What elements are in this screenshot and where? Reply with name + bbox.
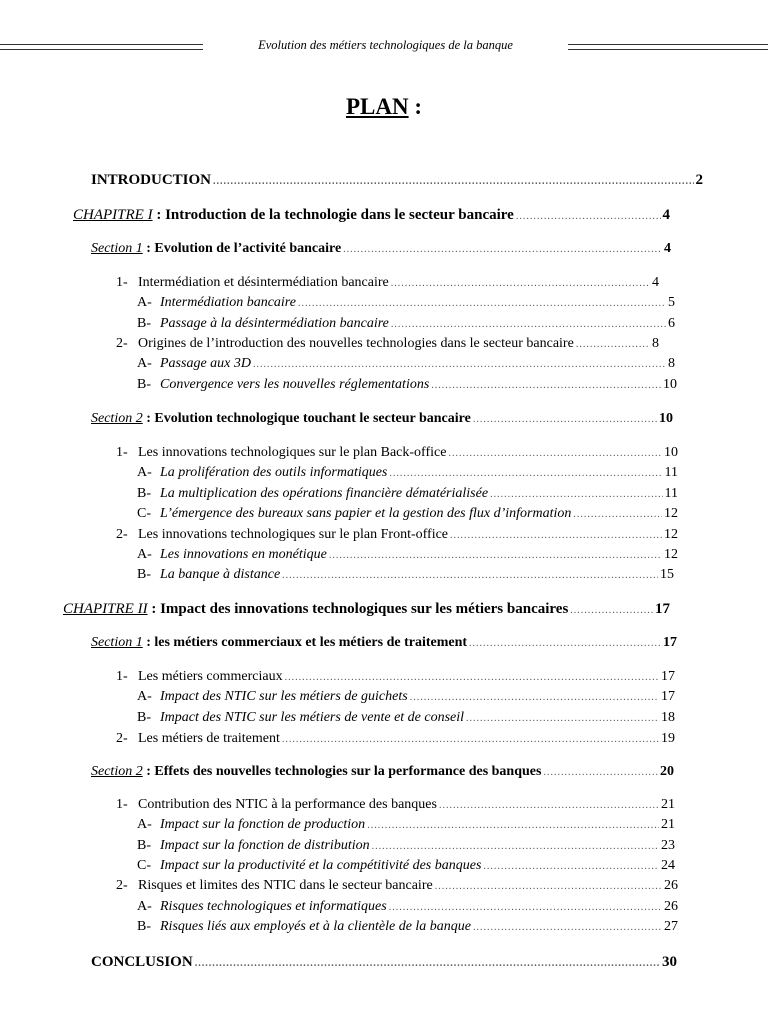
leader-dots bbox=[543, 767, 658, 778]
toc-label: : Introduction de la technologie dans le secteur bancaire bbox=[152, 207, 514, 223]
page-number: 26 bbox=[664, 878, 678, 893]
leader-dots bbox=[391, 278, 650, 289]
page-number: 23 bbox=[661, 838, 675, 853]
toc-entry[interactable] bbox=[116, 878, 678, 894]
leader-dots bbox=[435, 881, 662, 892]
toc-label: Contribution des NTIC à la performance des banques bbox=[138, 797, 437, 812]
page-title bbox=[0, 94, 768, 120]
item-number: 2- bbox=[116, 731, 128, 746]
toc-label: Les métiers commerciaux bbox=[138, 669, 283, 684]
toc-entry[interactable] bbox=[137, 547, 678, 563]
page-number: 12 bbox=[664, 527, 678, 542]
toc-entry[interactable] bbox=[137, 486, 678, 502]
page-number: 10 bbox=[659, 411, 673, 426]
toc-entry[interactable] bbox=[116, 797, 675, 813]
item-number: A- bbox=[137, 899, 152, 914]
item-number: C- bbox=[137, 858, 151, 873]
leader-dots bbox=[573, 509, 662, 520]
page-number: 15 bbox=[660, 567, 674, 582]
leader-dots bbox=[469, 638, 661, 649]
page-number: 12 bbox=[664, 506, 678, 521]
header-text: Evolution des métiers technologiques de la banque bbox=[258, 38, 513, 52]
section-prefix: Section 1 bbox=[91, 241, 143, 256]
toc-label: Intermédiation bancaire bbox=[160, 295, 296, 310]
toc-entry[interactable] bbox=[116, 336, 659, 352]
toc-entry[interactable] bbox=[137, 356, 675, 372]
leader-dots bbox=[466, 713, 659, 724]
toc-label: Convergence vers les nouvelles réglementations bbox=[160, 377, 430, 392]
header-rule-left bbox=[0, 44, 203, 50]
toc-entry[interactable] bbox=[137, 838, 675, 854]
page-number: 10 bbox=[663, 377, 677, 392]
item-number: 1- bbox=[116, 797, 128, 812]
toc-label: : Evolution de l’activité bancaire bbox=[142, 241, 342, 256]
page-number: 8 bbox=[652, 336, 659, 351]
page-number: 24 bbox=[661, 858, 675, 873]
toc-label: Les innovations en monétique bbox=[160, 547, 327, 562]
toc-label: Impact sur la productivité et la compétitivité des banques bbox=[160, 858, 482, 873]
leader-dots bbox=[576, 339, 650, 350]
toc-label: CONCLUSION bbox=[91, 954, 193, 970]
toc-label: La banque à distance bbox=[160, 567, 281, 582]
toc-label: Les métiers de traitement bbox=[138, 731, 280, 746]
item-number: B- bbox=[137, 486, 151, 501]
leader-dots bbox=[389, 902, 662, 913]
section-prefix: Section 1 bbox=[91, 635, 143, 650]
item-number: A- bbox=[137, 465, 152, 480]
page-number: 2 bbox=[695, 172, 703, 188]
title-suffix: : bbox=[408, 94, 423, 119]
page-number: 21 bbox=[661, 797, 675, 812]
item-number: A- bbox=[137, 689, 152, 704]
leader-dots bbox=[298, 298, 666, 309]
toc-entry[interactable] bbox=[116, 445, 678, 461]
page-number: 17 bbox=[655, 601, 670, 617]
item-number: B- bbox=[137, 710, 151, 725]
item-number: A- bbox=[137, 547, 152, 562]
toc-entry-ch2-section-2[interactable] bbox=[91, 764, 674, 780]
toc-entry[interactable] bbox=[116, 731, 675, 747]
toc-entry[interactable] bbox=[137, 710, 675, 726]
item-number: 2- bbox=[116, 527, 128, 542]
leader-dots bbox=[490, 489, 662, 500]
toc-label: Les innovations technologiques sur le plan Back-office bbox=[138, 445, 447, 460]
leader-dots bbox=[329, 550, 662, 561]
toc-entry[interactable] bbox=[137, 506, 678, 522]
item-number: A- bbox=[137, 295, 152, 310]
section-prefix: Section 2 bbox=[91, 411, 143, 426]
leader-dots bbox=[431, 380, 661, 391]
page-number: 17 bbox=[661, 669, 675, 684]
toc-label: Impact des NTIC sur les métiers de guichets bbox=[160, 689, 408, 704]
page-number: 6 bbox=[668, 316, 675, 331]
toc-label: Impact sur la fonction de production bbox=[160, 817, 366, 832]
toc-label: Passage aux 3D bbox=[160, 356, 251, 371]
toc-label: : Evolution technologique touchant le secteur bancaire bbox=[142, 411, 471, 426]
title-label: PLAN bbox=[345, 94, 409, 119]
item-number: B- bbox=[137, 567, 151, 582]
page-number: 5 bbox=[668, 295, 675, 310]
toc-label: Passage à la désintermédiation bancaire bbox=[160, 316, 389, 331]
leader-dots bbox=[410, 692, 659, 703]
toc-label: : Impact des innovations technologiques sur les métiers bancaires bbox=[147, 601, 569, 617]
page-number: 17 bbox=[661, 689, 675, 704]
leader-dots bbox=[195, 958, 660, 969]
leader-dots bbox=[372, 841, 659, 852]
header-rule-right bbox=[568, 44, 768, 50]
item-number: 1- bbox=[116, 275, 128, 290]
leader-dots bbox=[213, 176, 693, 187]
section-prefix: Section 2 bbox=[91, 764, 143, 779]
toc-entry[interactable] bbox=[137, 465, 678, 481]
leader-dots bbox=[570, 605, 653, 616]
item-number: B- bbox=[137, 316, 151, 331]
item-number: A- bbox=[137, 817, 152, 832]
toc-label: L’émergence des bureaux sans papier et la gestion des flux d’information bbox=[160, 506, 572, 521]
toc-entry-chapter-2[interactable] bbox=[63, 601, 670, 618]
toc-label: : les métiers commerciaux et les métiers de traitement bbox=[142, 635, 468, 650]
toc-label: INTRODUCTION bbox=[91, 172, 212, 188]
toc-entry-conclusion[interactable] bbox=[91, 954, 677, 971]
leader-dots bbox=[282, 570, 658, 581]
toc-label: Les innovations technologiques sur le plan Front-office bbox=[138, 527, 449, 542]
toc-entry[interactable] bbox=[116, 527, 678, 543]
page-number: 17 bbox=[663, 635, 677, 650]
item-number: 1- bbox=[116, 669, 128, 684]
item-number: A- bbox=[137, 356, 152, 371]
toc-label: Risques et limites des NTIC dans le secteur bancaire bbox=[138, 878, 433, 893]
page-number: 20 bbox=[660, 764, 674, 779]
leader-dots bbox=[473, 414, 657, 425]
page-number: 21 bbox=[661, 817, 675, 832]
page-number: 27 bbox=[664, 919, 678, 934]
leader-dots bbox=[448, 448, 662, 459]
toc-entry-introduction[interactable] bbox=[91, 172, 703, 189]
toc-entry-ch1-section-2[interactable] bbox=[91, 411, 673, 427]
page-number: 11 bbox=[664, 465, 678, 480]
toc-entry[interactable] bbox=[137, 858, 675, 874]
toc-entry[interactable] bbox=[137, 295, 675, 311]
page-number: 30 bbox=[662, 954, 677, 970]
toc-entry[interactable] bbox=[137, 899, 678, 915]
leader-dots bbox=[450, 530, 662, 541]
toc-entry[interactable] bbox=[137, 689, 675, 705]
leader-dots bbox=[389, 468, 662, 479]
page-number: 10 bbox=[664, 445, 678, 460]
toc-entry-ch1-section-1[interactable] bbox=[91, 241, 671, 257]
leader-dots bbox=[391, 319, 666, 330]
leader-dots bbox=[439, 800, 659, 811]
toc-label: Impact des NTIC sur les métiers de vente et de conseil bbox=[160, 710, 465, 725]
page-number: 19 bbox=[661, 731, 675, 746]
chapter-prefix: CHAPITRE I bbox=[73, 207, 153, 223]
toc-entry-chapter-1[interactable] bbox=[73, 207, 670, 224]
item-number: C- bbox=[137, 506, 151, 521]
leader-dots bbox=[473, 922, 662, 933]
item-number: 2- bbox=[116, 336, 128, 351]
toc-label: Origines de l’introduction des nouvelles technologies dans le secteur bancaire bbox=[138, 336, 574, 351]
leader-dots bbox=[516, 211, 661, 222]
toc-entry-ch2-section-1[interactable] bbox=[91, 635, 677, 651]
toc-entry[interactable] bbox=[137, 567, 674, 583]
toc-label: Intermédiation et désintermédiation bancaire bbox=[138, 275, 389, 290]
leader-dots bbox=[282, 734, 659, 745]
toc-entry[interactable] bbox=[137, 919, 678, 935]
toc-label: Risques technologiques et informatiques bbox=[160, 899, 387, 914]
page-number: 4 bbox=[652, 275, 659, 290]
toc-entry[interactable] bbox=[137, 817, 675, 833]
page-number: 12 bbox=[664, 547, 678, 562]
toc-label: La prolifération des outils informatiques bbox=[160, 465, 388, 480]
leader-dots bbox=[253, 359, 666, 370]
toc-entry[interactable] bbox=[116, 275, 659, 291]
toc-label: : Effets des nouvelles technologies sur la performance des banques bbox=[142, 764, 542, 779]
leader-dots bbox=[367, 820, 659, 831]
toc-entry[interactable] bbox=[116, 669, 675, 685]
leader-dots bbox=[285, 672, 659, 683]
toc-label: Risques liés aux employés et à la clientèle de la banque bbox=[160, 919, 472, 934]
toc-label: Impact sur la fonction de distribution bbox=[160, 838, 370, 853]
item-number: 2- bbox=[116, 878, 128, 893]
chapter-prefix: CHAPITRE II bbox=[63, 601, 148, 617]
leader-dots bbox=[343, 244, 662, 255]
running-header bbox=[0, 36, 768, 56]
item-number: B- bbox=[137, 377, 151, 392]
page-number: 11 bbox=[664, 486, 678, 501]
item-number: B- bbox=[137, 838, 151, 853]
toc-entry[interactable] bbox=[137, 377, 677, 393]
toc-label: La multiplication des opérations financière dématérialisée bbox=[160, 486, 489, 501]
page-number: 4 bbox=[662, 207, 670, 223]
page-number: 4 bbox=[664, 241, 671, 256]
item-number: 1- bbox=[116, 445, 128, 460]
item-number: B- bbox=[137, 919, 151, 934]
leader-dots bbox=[483, 861, 659, 872]
page-number: 26 bbox=[664, 899, 678, 914]
page-number: 18 bbox=[661, 710, 675, 725]
toc-entry[interactable] bbox=[137, 316, 675, 332]
page-number: 8 bbox=[668, 356, 675, 371]
